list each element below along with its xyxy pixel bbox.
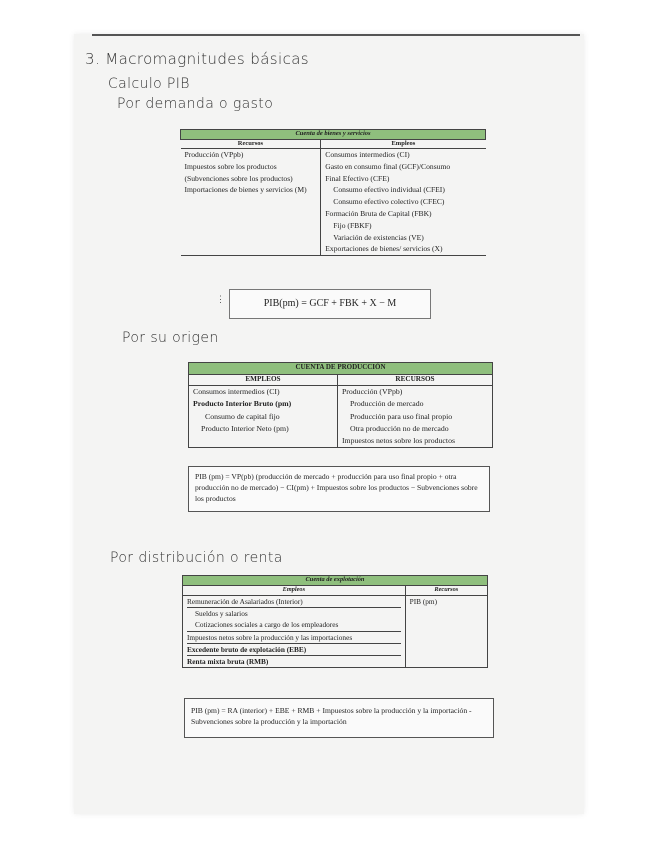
table-title: Cuenta de bienes y servicios bbox=[181, 130, 486, 140]
demand-heading: Por demanda o gasto bbox=[117, 96, 274, 112]
list-item: Gasto en consumo final (GCF)/Consumo bbox=[325, 161, 451, 171]
list-item: Fijo (FBKF) bbox=[333, 220, 372, 230]
column-header-resources: Recursos bbox=[405, 586, 487, 596]
gdp-origin-formula: PIB (pm) = VP(pb) (producción de mercado + producción para uso final propio + otra producción no de mercado) − CI(pm) + Impuestos sobre los productos − Subvenciones sobre los productos bbox=[188, 466, 490, 512]
list-item: Excedente bruto de explotación (EBE) bbox=[187, 644, 401, 656]
list-item: Impuestos netos sobre la producción y las importaciones bbox=[187, 632, 401, 644]
gdp-income-formula: PIB (pm) = RA (interior) + EBE + RMB + Impuestos sobre la producción y la importación - Subvenciones sobre la producción y la importación bbox=[184, 698, 494, 738]
list-item: Producto Interior Bruto (pm) bbox=[193, 399, 292, 409]
column-header-uses: Empleos bbox=[183, 586, 406, 596]
list-item: Consumos intermedios (CI) bbox=[193, 387, 280, 396]
list-item: Exportaciones de bienes/ servicios (X) bbox=[325, 244, 443, 254]
list-item: Remuneración de Asalariados (Interior) bbox=[187, 596, 401, 608]
list-item: Producto Interior Neto (pm) bbox=[201, 423, 289, 433]
list-item: Importaciones de bienes y servicios (M) bbox=[184, 185, 307, 195]
list-item: Renta mixta bruta (RMB) bbox=[187, 657, 269, 667]
column-header-resources: RECURSOS bbox=[337, 375, 492, 386]
list-item: Producción de mercado bbox=[349, 399, 424, 409]
list-item: Sueldos y salarios bbox=[195, 609, 248, 619]
column-header-uses: EMPLEOS bbox=[189, 375, 338, 386]
list-item: Producción (VPpb) bbox=[184, 150, 244, 159]
calc-heading: Calculo PIB bbox=[108, 76, 190, 92]
margin-dots: ⋮ bbox=[216, 294, 225, 304]
list-item: Variación de existencias (VE) bbox=[333, 232, 424, 242]
gdp-demand-formula: PIB(pm) = GCF + FBK + X − M bbox=[229, 289, 431, 319]
list-item: Consumo efectivo individual (CFEI) bbox=[333, 185, 445, 195]
list-item: Producción (VPpb) bbox=[341, 387, 403, 396]
list-item: Consumo efectivo colectivo (CFEC) bbox=[333, 197, 445, 207]
operating-account-table bbox=[182, 575, 488, 668]
list-item: Impuestos netos sobre los productos bbox=[341, 436, 455, 446]
section-heading: 3. Macromagnitudes básicas bbox=[85, 50, 310, 68]
list-item: Final Efectivo (CFE) bbox=[325, 173, 390, 183]
column-header-uses: Empleos bbox=[321, 140, 486, 149]
list-item: Producción para uso final propio bbox=[349, 411, 453, 421]
list-item: Cotizaciones sociales a cargo de los empleadores bbox=[187, 619, 401, 631]
list-item: Consumo de capital fijo bbox=[205, 411, 280, 421]
table-title: CUENTA DE PRODUCCIÓN bbox=[189, 363, 493, 375]
list-item: Impuestos sobre los productos bbox=[184, 161, 277, 171]
origin-heading: Por su origen bbox=[122, 330, 219, 346]
goods-services-account-table bbox=[180, 129, 486, 256]
list-item: Consumos intermedios (CI) bbox=[325, 150, 410, 159]
list-item: Formación Bruta de Capital (FBK) bbox=[325, 208, 432, 218]
column-header-resources: Recursos bbox=[181, 140, 321, 149]
distribution-heading: Por distribución o renta bbox=[110, 550, 283, 566]
list-item: (Subvenciones sobre los productos) bbox=[184, 173, 293, 183]
list-item: PIB (pm) bbox=[409, 597, 438, 606]
production-account-table bbox=[188, 362, 493, 448]
table-title: Cuenta de explotación bbox=[183, 576, 488, 586]
page-top-rule bbox=[92, 34, 580, 36]
list-item: Otra producción no de mercado bbox=[349, 423, 449, 433]
